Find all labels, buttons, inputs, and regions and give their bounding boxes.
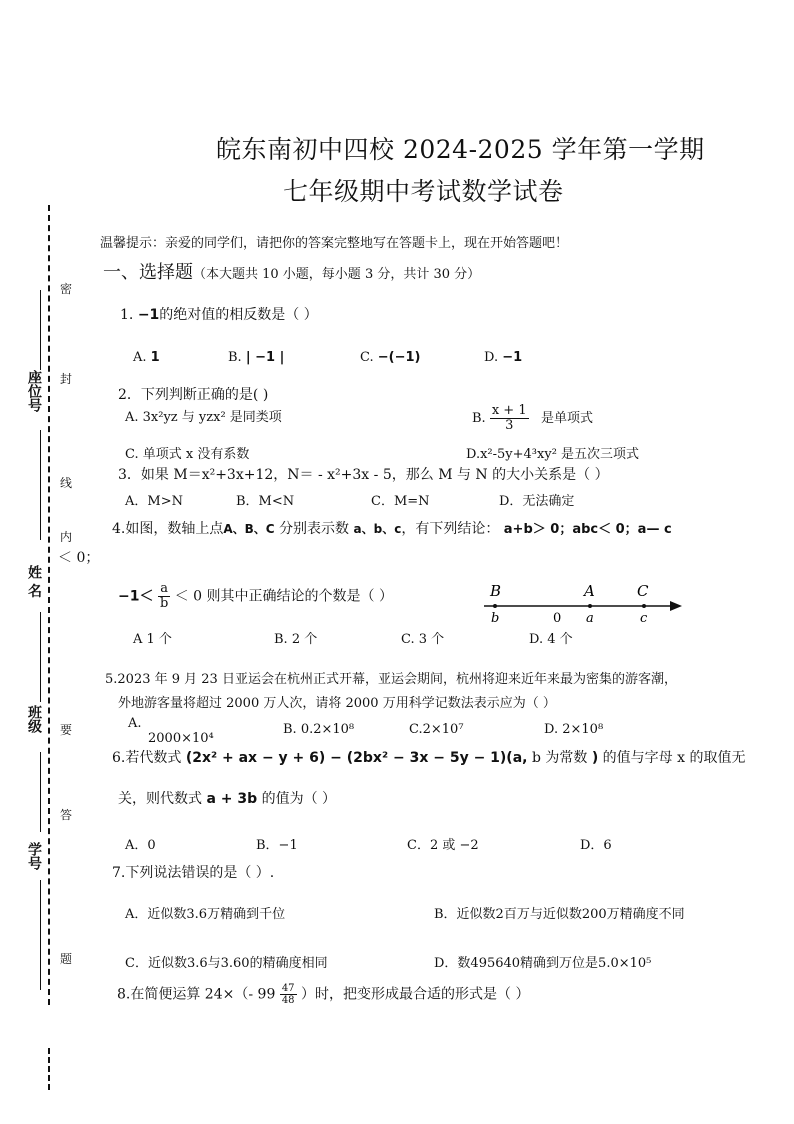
q6-option-b: B．−1 — [256, 838, 298, 853]
q4-wrap: ＜ 0； — [58, 550, 100, 566]
q8-stem: 8.在简便运算 24×（- 99 $\frac{47}{48}$ ）时，把变形成最合适的形式是（ ） — [117, 983, 530, 1006]
q4-conclusions: a+b＞ 0；abc＜ 0；a— c — [503, 522, 672, 537]
tick-zero-label: 0 — [553, 611, 562, 624]
point-c-label: C — [637, 582, 649, 600]
exam-title-line2: 七年级期中考试数学试卷 — [283, 177, 564, 206]
q1-stem — [120, 306, 318, 324]
q1-option-d: D. −1 — [484, 350, 523, 365]
q1-expr: −1 — [137, 307, 160, 323]
q8-fraction: $\frac{47}{48}$ — [281, 983, 295, 1006]
seal-char-xian: 线 — [60, 476, 73, 490]
exam-title-line1: 皖东南初中四校 2024-2025 学年第一学期 — [216, 135, 705, 164]
student-id-label: 学号 — [26, 842, 42, 870]
q2-option-a: A. 3x²yz 与 yzx² 是同类项 — [125, 410, 282, 425]
q1-option-a: A. 1 — [133, 350, 160, 365]
point-a-dot — [588, 604, 592, 608]
point-b-dot — [493, 604, 497, 608]
binding-dashed-line-bottom — [48, 1048, 50, 1090]
id-field-line — [40, 880, 41, 990]
q4-stem: 4.如图，数轴上点A、B、C 分别表示数 a、b、c，有下列结论： a+b＞ 0；abc＜ 0；a— c — [112, 521, 672, 537]
number-line — [478, 580, 688, 624]
q4-option-d: D. 4 个 — [529, 632, 573, 647]
q5-option-c: C.2×10⁷ — [409, 722, 464, 737]
seal-char-mi: 密 — [60, 282, 73, 296]
seal-char-ti: 题 — [60, 952, 73, 966]
q2-option-c: C. 单项式 x 没有系数 — [125, 447, 250, 462]
q6-line2: 关，则代数式 a + 3b 的值为（ ） — [118, 791, 337, 807]
tick-b-label: b — [491, 611, 500, 624]
seal-char-da: 答 — [60, 808, 73, 822]
section-title: 一、选择题 — [103, 262, 193, 283]
q4-option-a: A 1 个 — [133, 632, 172, 647]
q6-option-d: D．6 — [580, 838, 612, 853]
q5-line2: 外地游客量将超过 2000 万人次，请将 2000 万用科学记数法表示应为（ ） — [118, 696, 556, 711]
q7-option-c: C．近似数3.6与3.60的精确度相同 — [125, 956, 328, 971]
q5-option-b: B. 0.2×10⁸ — [283, 722, 355, 737]
tip-text: 温馨提示：亲爱的同学们，请把你的答案完整地写在答题卡上，现在开始答题吧！ — [100, 236, 569, 251]
point-b-label: B — [490, 582, 502, 600]
q4-line2: −1＜ $\frac{a}{b}$ ＜ 0 则其中正确结论的个数是（ ） — [118, 581, 393, 611]
q2-option-d: D.x²-5y+4³xy² 是五次三项式 — [466, 447, 640, 462]
q7-option-d: D．数495640精确到万位是5.0×10⁵ — [434, 956, 652, 971]
q7-option-b: B．近似数2百万与近似数200万精确度不同 — [434, 907, 685, 922]
q1-option-b: B. | −1 | — [228, 350, 285, 365]
binding-dashed-line — [48, 205, 50, 1005]
q5-option-a: A. 2000×10⁴ — [128, 716, 214, 746]
q7-stem: 7.下列说法错误的是（ ）. — [112, 865, 275, 881]
q3-option-c: C．M=N — [371, 494, 430, 509]
q6-expression: (2x² + ax − y + 6) − (2bx² − 3x − 5y − 1)(a, — [185, 750, 528, 766]
q2-stem: 2．下列判断正确的是( ) — [118, 387, 269, 403]
section-heading — [103, 258, 480, 284]
q3-option-b: B．M<N — [236, 494, 295, 509]
number-line-arrow — [670, 601, 682, 611]
name-label: 姓 名 — [26, 565, 42, 598]
q1-text: 的绝对值的相反数是（ ） — [159, 307, 318, 323]
q6-option-a: A．0 — [125, 838, 156, 853]
q2-fraction: $\frac{x + 1}{3}$ — [491, 403, 527, 433]
q4-fraction: $\frac{a}{b}$ — [159, 581, 169, 611]
q6-option-c: C．2 或 −2 — [407, 838, 479, 853]
seat-field-line-2 — [40, 430, 41, 540]
point-a-label: A — [584, 582, 595, 600]
q2-option-b: B. $\frac{x + 1}{3}$ 是单项式 — [472, 403, 594, 433]
class-label: 班级 — [26, 705, 42, 733]
q6-stem: 6.若代数式 (2x² + ax − y + 6) − (2bx² − 3x − 5y − 1)(a, b 为常数 ) 的值与字母 x 的取值无 — [112, 750, 746, 766]
class-field-line — [40, 752, 41, 832]
seal-char-feng: 封 — [60, 372, 73, 386]
q1-option-c: C. −(−1) — [360, 350, 421, 365]
q7-option-a: A．近似数3.6万精确到千位 — [125, 907, 286, 922]
seal-char-nei: 内 — [60, 530, 73, 544]
q5-option-d: D. 2×10⁸ — [544, 722, 604, 737]
tick-a-label: a — [586, 611, 594, 624]
q3-option-a: A．M>N — [125, 494, 183, 509]
q3-option-d: D．无法确定 — [499, 494, 575, 509]
point-c-dot — [642, 604, 646, 608]
seal-char-yao: 要 — [60, 723, 73, 737]
name-field-line — [40, 612, 41, 702]
seat-field-line — [40, 290, 41, 370]
q1-number: 1. — [120, 307, 134, 323]
seat-number-label: 座位号 — [26, 370, 42, 412]
q3-stem: 3．如果 M＝x²+3x+12，N＝ - x²+3x - 5，那么 M 与 N 的大小关系是（ ） — [118, 467, 609, 483]
q6-expr2: a + 3b — [206, 791, 258, 807]
q4-option-c: C. 3 个 — [401, 632, 445, 647]
tick-c-label: c — [640, 611, 648, 624]
q5-line1: 5.2023 年 9 月 23 日亚运会在杭州正式开幕，亚运会期间，杭州将迎来近年来最为密集的游客潮， — [105, 672, 677, 687]
q4-option-b: B. 2 个 — [274, 632, 318, 647]
section-note: （本大题共 10 小题，每小题 3 分，共计 30 分） — [193, 267, 481, 282]
